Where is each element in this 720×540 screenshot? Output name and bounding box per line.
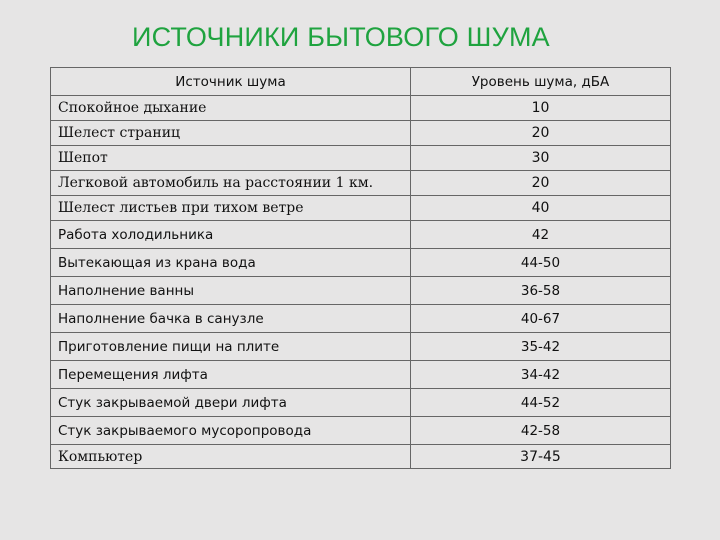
source-cell: Шепот <box>51 146 411 171</box>
table-row <box>51 171 671 196</box>
level-cell: 44-52 <box>411 389 671 417</box>
level-cell: 36-58 <box>411 277 671 305</box>
table-row <box>51 96 671 121</box>
source-cell: Приготовление пищи на плите <box>51 333 411 361</box>
table-row <box>51 389 671 417</box>
level-cell: 42-58 <box>411 417 671 445</box>
table-row <box>51 221 671 249</box>
column-header-level: Уровень шума, дБА <box>411 68 671 96</box>
page-title: ИСТОЧНИКИ БЫТОВОГО ШУМА <box>132 22 550 52</box>
level-cell: 35-42 <box>411 333 671 361</box>
source-cell: Компьютер <box>51 445 411 469</box>
source-cell: Перемещения лифта <box>51 361 411 389</box>
source-cell: Легковой автомобиль на расстоянии 1 км. <box>51 171 411 196</box>
level-cell: 10 <box>411 96 671 121</box>
column-header-source: Источник шума <box>51 68 411 96</box>
source-cell: Вытекающая из крана вода <box>51 249 411 277</box>
table-row <box>51 445 671 469</box>
level-cell: 30 <box>411 146 671 171</box>
level-cell: 37-45 <box>411 445 671 469</box>
level-cell: 42 <box>411 221 671 249</box>
table-row <box>51 196 671 221</box>
table-row <box>51 121 671 146</box>
source-cell: Наполнение ванны <box>51 277 411 305</box>
source-cell: Наполнение бачка в санузле <box>51 305 411 333</box>
source-cell: Стук закрываемого мусоропровода <box>51 417 411 445</box>
source-cell: Спокойное дыхание <box>51 96 411 121</box>
level-cell: 40 <box>411 196 671 221</box>
table-row <box>51 417 671 445</box>
table-row <box>51 333 671 361</box>
level-cell: 40-67 <box>411 305 671 333</box>
table-header-row <box>51 68 671 96</box>
level-cell: 20 <box>411 121 671 146</box>
table-row <box>51 277 671 305</box>
table-row <box>51 249 671 277</box>
noise-sources-table <box>50 67 671 469</box>
table-row <box>51 305 671 333</box>
source-cell: Шелест страниц <box>51 121 411 146</box>
level-cell: 34-42 <box>411 361 671 389</box>
table-row <box>51 361 671 389</box>
source-cell: Стук закрываемой двери лифта <box>51 389 411 417</box>
level-cell: 44-50 <box>411 249 671 277</box>
source-cell: Шелест листьев при тихом ветре <box>51 196 411 221</box>
level-cell: 20 <box>411 171 671 196</box>
source-cell: Работа холодильника <box>51 221 411 249</box>
table-row <box>51 146 671 171</box>
